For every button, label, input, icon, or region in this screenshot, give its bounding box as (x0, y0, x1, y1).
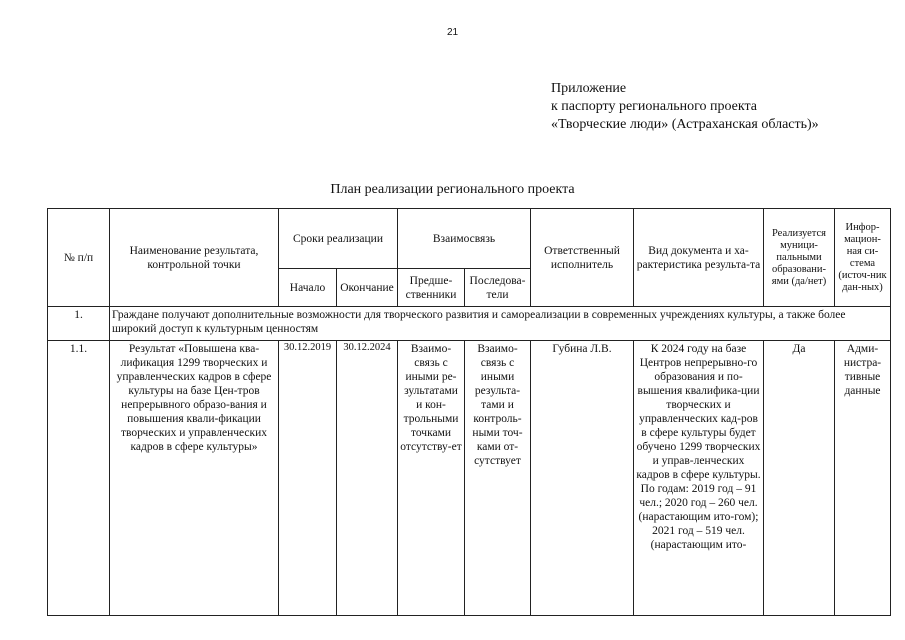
plan-table (47, 208, 891, 616)
header-dates: Сроки реализации (279, 209, 398, 269)
header-end: Окончание (337, 269, 398, 307)
appendix-block (551, 80, 819, 134)
header-num: № п/п (48, 209, 110, 307)
appendix-line-2: к паспорту регионального проекта (551, 99, 757, 114)
header-start: Начало (279, 269, 337, 307)
row-succ: Взаимо-связь с иными результа-тами и контроль-ными точ-ками от-сутствует (465, 341, 531, 616)
row-resp: Губина Л.В. (531, 341, 634, 616)
appendix-line-1: Приложение (551, 81, 627, 96)
header-info: Инфор-мацион-ная си-стема (источ-ник дан-ных) (835, 209, 891, 307)
header-name: Наименование результата, контрольной точки (110, 209, 279, 307)
page-number: 21 (446, 27, 459, 38)
row-num: 1.1. (48, 341, 110, 616)
header-pred: Предше-ственники (398, 269, 465, 307)
section-text: Граждане получают дополнительные возможности для творческого развития и самореализации в современных учреждениях культуры, а также более широкий доступ к культурным ценностям (110, 307, 891, 341)
header-resp: Ответственный исполнитель (531, 209, 634, 307)
row-info: Адми-нистра-тивные данные (835, 341, 891, 616)
appendix-line-3: «Творческие люди» (Астраханская область)» (551, 117, 819, 132)
row-end: 30.12.2024 (337, 341, 398, 616)
row-pred: Взаимо-связь с иными ре-зультатами и кон-трольными точками отсутству-ет (398, 341, 465, 616)
header-succ: Последова-тели (465, 269, 531, 307)
header-row-1 (48, 209, 891, 269)
section-row (48, 307, 891, 341)
header-link: Взаимосвязь (398, 209, 531, 269)
table-row (48, 341, 891, 616)
header-mun: Реализуется муници-пальными образовани-ями (да/нет) (764, 209, 835, 307)
row-name: Результат «Повышена ква-лификация 1299 творческих и управленческих кадров в сфере культуры на базе Цен-тров непрерывного образо-вания и повышения квали-фикации творческих и управленческих кадров в сфере культуры» (110, 341, 279, 616)
section-num: 1. (48, 307, 110, 341)
header-doc: Вид документа и ха-рактеристика результа-та (634, 209, 764, 307)
row-doc: К 2024 году на базе Центров непрерывно-го образования и по-вышения квалифика-ции творческих и управленческих кад-ров в сфере культуры будет обучено 1299 творческих и управ-ленческих кадров в сфере культуры. По годам: 2019 год – 91 чел.; 2020 год – 260 чел. (нарастающим ито-гом); 2021 год – 519 чел. (нарастающим ито- (634, 341, 764, 616)
row-start: 30.12.2019 (279, 341, 337, 616)
plan-title: План реализации регионального проекта (330, 182, 575, 197)
row-mun: Да (764, 341, 835, 616)
